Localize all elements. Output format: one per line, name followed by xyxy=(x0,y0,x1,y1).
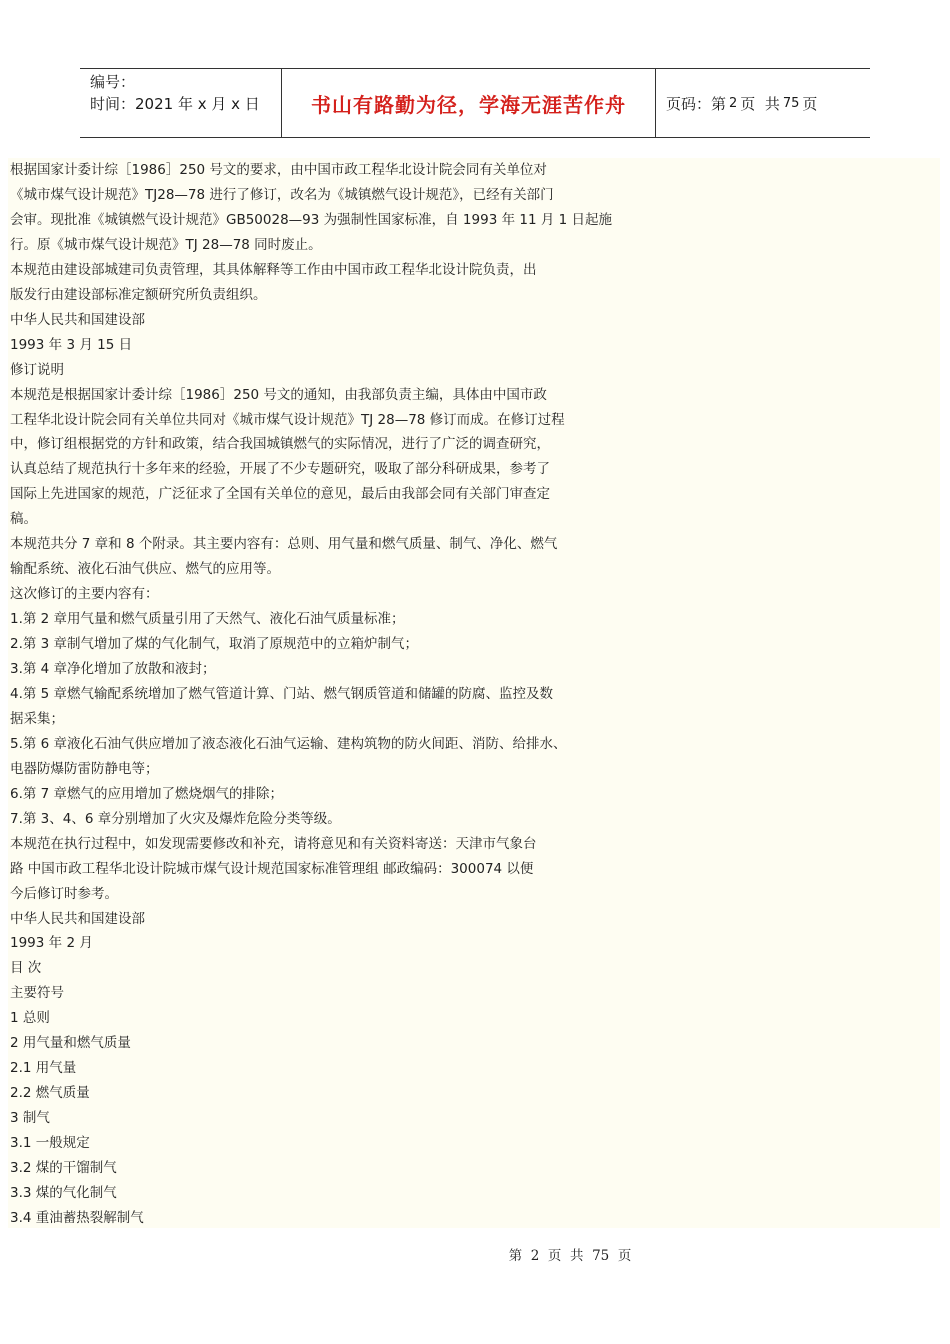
text-line: 3.3 煤的气化制气 xyxy=(10,1184,117,1201)
text-line: 据采集； xyxy=(10,710,64,727)
header-meta-cell xyxy=(80,69,282,137)
page-suffix: 页 xyxy=(802,94,818,113)
text-line: 1993 年 2 月 xyxy=(10,935,93,952)
text-line: 修订说明 xyxy=(10,361,64,378)
text-line: 2.1 用气量 xyxy=(10,1060,77,1077)
page-prefix: 页码：第 xyxy=(666,94,727,113)
text-line: 版发行由建设部标准定额研究所负责组织。 xyxy=(10,286,267,303)
text-line: 今后修订时参考。 xyxy=(10,885,118,902)
text-line: 3 制气 xyxy=(10,1110,50,1127)
page-mid: 页 共 xyxy=(740,94,780,113)
time-label: 时间：2021 年 x 月 x 日 xyxy=(90,95,260,113)
page-number-cell xyxy=(656,69,870,137)
text-line: 1993 年 3 月 15 日 xyxy=(10,336,133,353)
text-line: 5.第 6 章液化石油气供应增加了液态液化石油气运输、建构筑物的防火间距、消防、给排水、 xyxy=(10,735,567,752)
text-line: 7.第 3、4、6 章分别增加了火灾及爆炸危险分类等级。 xyxy=(10,810,341,827)
motto-text: 书山有路勤为径，学海无涯苦作舟 xyxy=(311,92,626,117)
text-line: 1.第 2 章用气量和燃气质量引用了天然气、液化石油气质量标准； xyxy=(10,611,405,628)
page-total: 75 xyxy=(782,95,800,111)
text-line: 本规范是根据国家计委计综［1986］250 号文的通知，由我部负责主编，具体由中国市政 xyxy=(10,386,547,403)
text-line: 路 中国市政工程华北设计院城市煤气设计规范国家标准管理组 邮政编码：300074 以便 xyxy=(10,860,534,877)
text-line: 工程华北设计院会同有关单位共同对《城市煤气设计规范》TJ 28—78 修订而成。在修订过程 xyxy=(10,411,565,428)
text-line: 2.2 燃气质量 xyxy=(10,1085,90,1102)
text-line: 3.4 重油蓄热裂解制气 xyxy=(10,1209,144,1226)
text-line: 会审。现批准《城镇燃气设计规范》GB50028—93 为强制性国家标准，自 1993 年 11 月 1 日起施 xyxy=(10,211,613,228)
text-line: 2.第 3 章制气增加了煤的气化制气，取消了原规范中的立箱炉制气； xyxy=(10,636,419,653)
text-line: 行。原《城市煤气设计规范》TJ 28—78 同时废止。 xyxy=(10,236,322,253)
page-footer: 第 2 页 共 75 页 xyxy=(508,1248,632,1264)
text-line: 中，修订组根据党的方针和政策，结合我国城镇燃气的实际情况，进行了广泛的调查研究， xyxy=(10,436,550,453)
code-label: 编号： xyxy=(90,73,136,91)
text-line: 4.第 5 章燃气输配系统增加了燃气管道计算、门站、燃气钢质管道和储罐的防腐、监控及数 xyxy=(10,685,554,702)
header-table xyxy=(80,68,870,138)
document-body xyxy=(8,158,940,1228)
text-line: 稿。 xyxy=(10,511,37,528)
text-line: 3.1 一般规定 xyxy=(10,1135,90,1152)
text-line: 3.2 煤的干馏制气 xyxy=(10,1160,117,1176)
text-line: 根据国家计委计综［1986］250 号文的要求，由中国市政工程华北设计院会同有关单位对 xyxy=(10,162,547,178)
text-line: 2 用气量和燃气质量 xyxy=(10,1035,131,1052)
text-line: 本规范共分 7 章和 8 个附录。其主要内容有：总则、用气量和燃气质量、制气、净化、燃气 xyxy=(10,536,558,553)
text-line: 本规范在执行过程中，如发现需要修改和补充，请将意见和有关资料寄送：天津市气象台 xyxy=(10,835,537,852)
text-line: 1 总则 xyxy=(10,1010,50,1027)
text-line: 目 次 xyxy=(10,960,42,977)
motto-cell xyxy=(282,69,656,137)
text-line: 国际上先进国家的规范，广泛征求了全国有关单位的意见，最后由我部会同有关部门审查定 xyxy=(10,486,550,503)
text-line: 主要符号 xyxy=(10,985,64,1002)
text-line: 《城市煤气设计规范》TJ28—78 进行了修订，改名为《城镇燃气设计规范》，已经有关部门 xyxy=(10,186,554,203)
text-line: 本规范由建设部城建司负责管理，其具体解释等工作由中国市政工程华北设计院负责，出 xyxy=(10,261,537,278)
text-line: 中华人民共和国建设部 xyxy=(10,910,145,927)
text-line: 这次修订的主要内容有： xyxy=(10,586,159,603)
text-line: 输配系统、液化石油气供应、燃气的应用等。 xyxy=(10,561,280,578)
text-line: 6.第 7 章燃气的应用增加了燃烧烟气的排除； xyxy=(10,785,284,802)
text-line: 3.第 4 章净化增加了放散和液封； xyxy=(10,661,216,677)
page-current: 2 xyxy=(729,95,738,111)
text-line: 电器防爆防雷防静电等； xyxy=(10,760,159,777)
text-line: 认真总结了规范执行十多年来的经验，开展了不少专题研究，吸取了部分科研成果，参考了 xyxy=(10,461,550,478)
text-line: 中华人民共和国建设部 xyxy=(10,311,145,328)
